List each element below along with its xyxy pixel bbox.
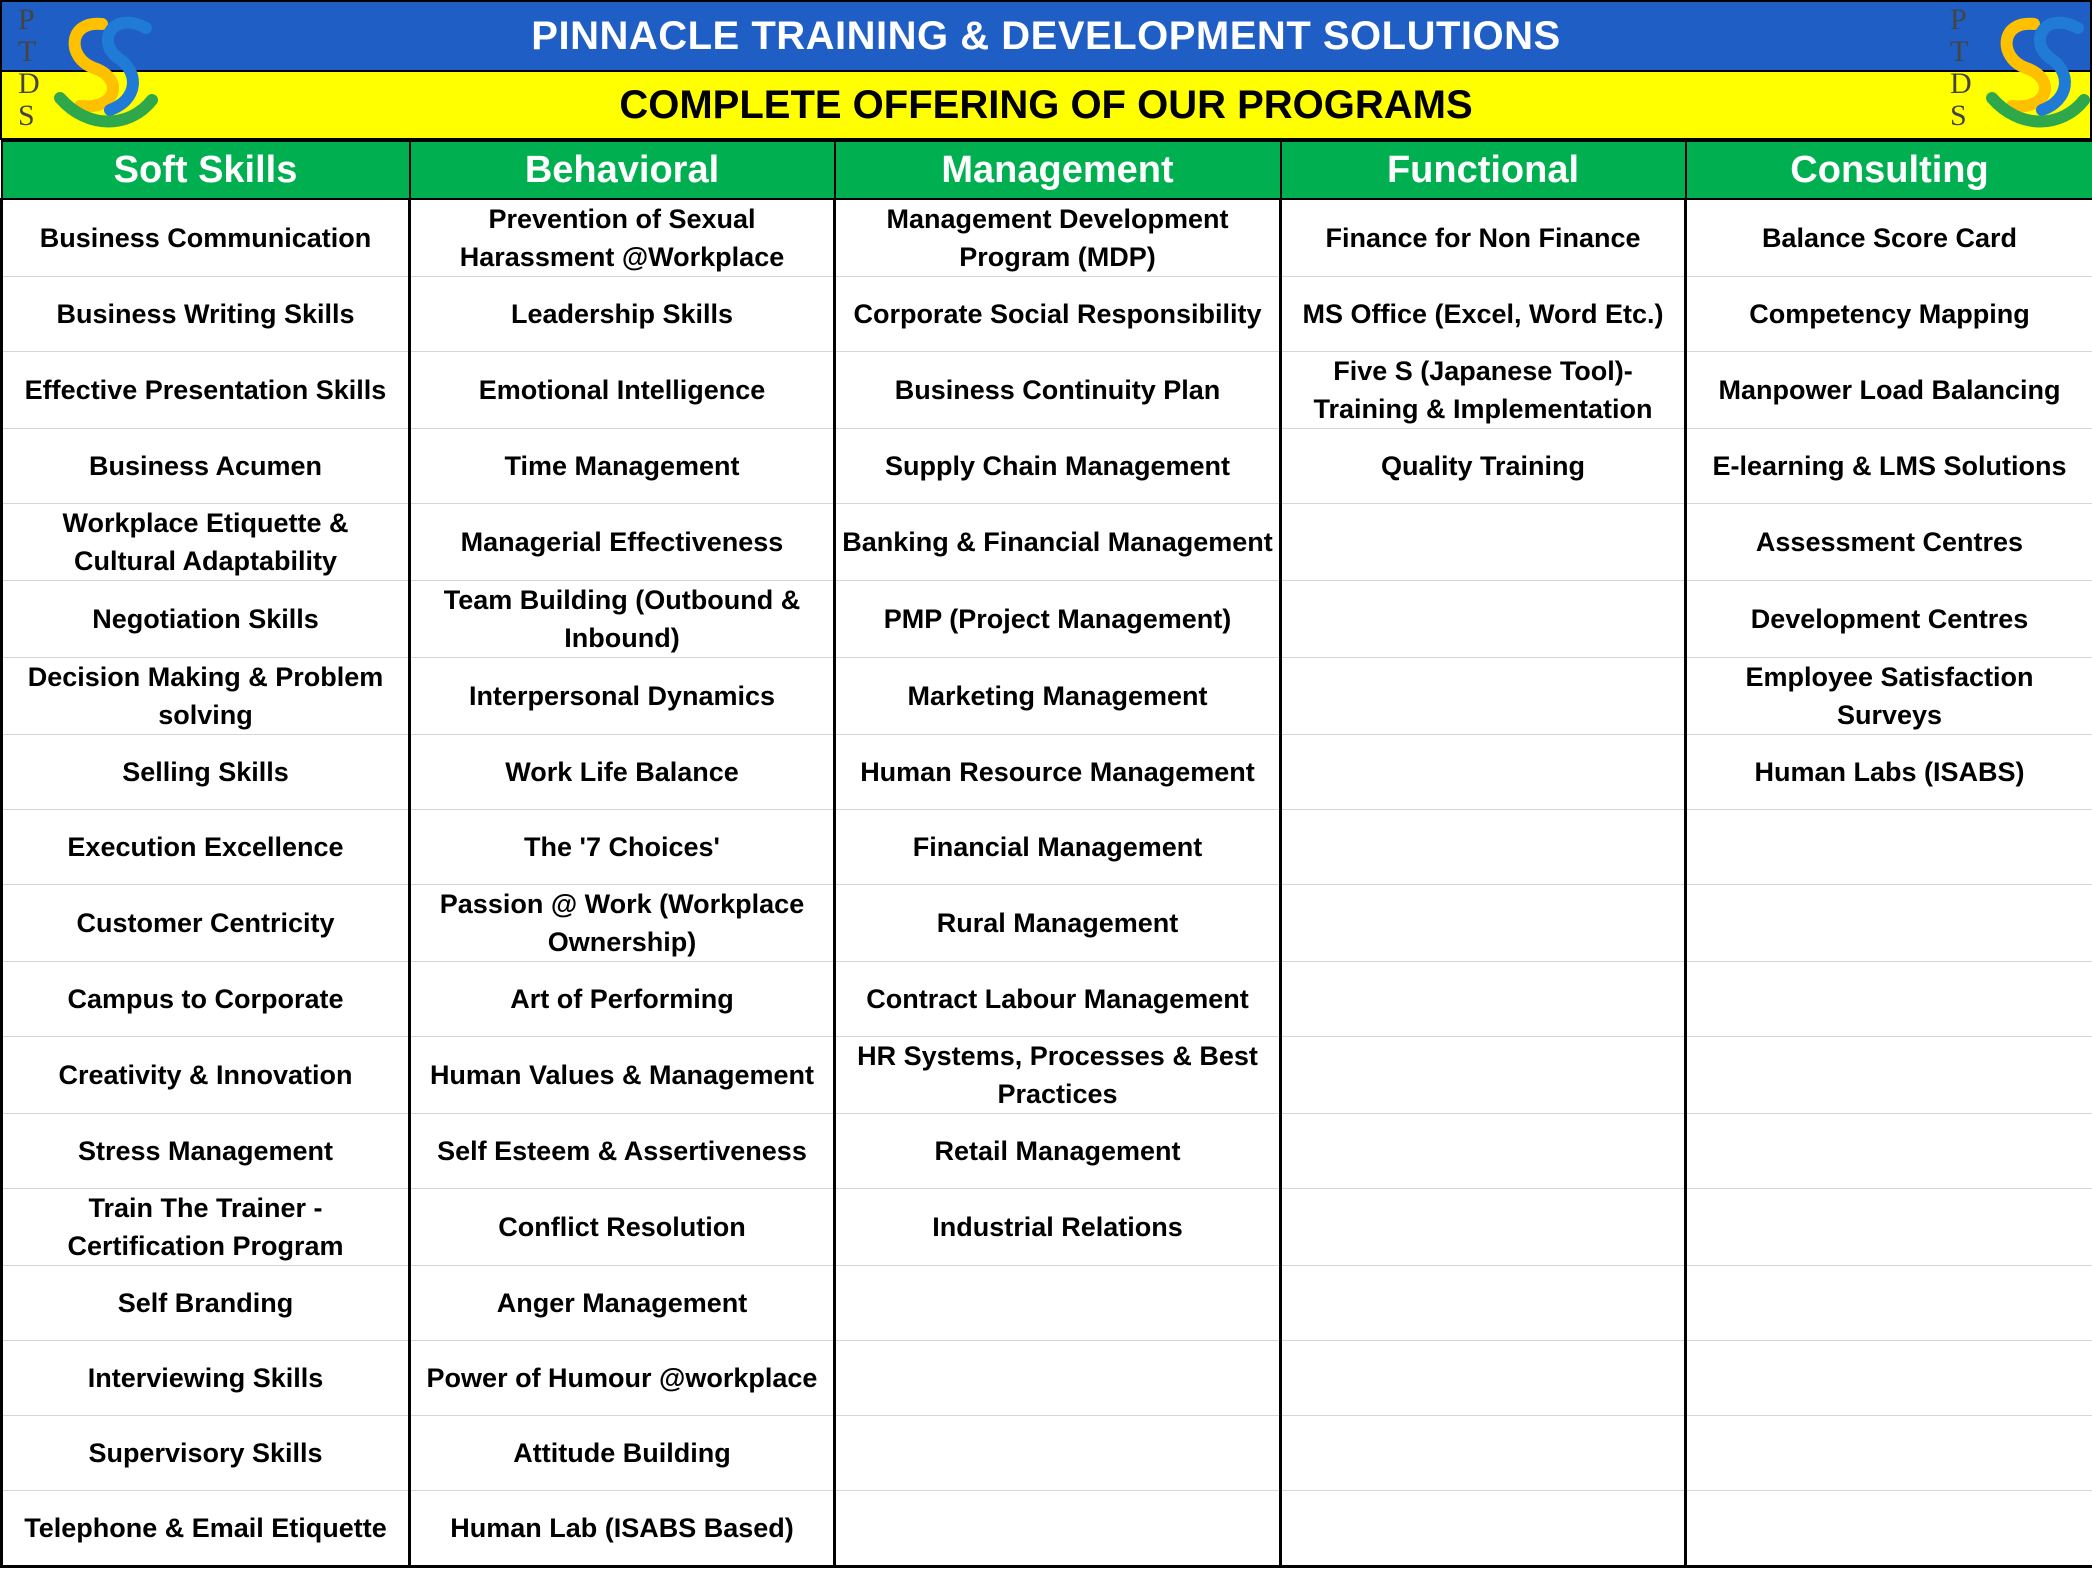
ptds-logo-left xyxy=(0,0,160,138)
cell-soft-skills: Supervisory Skills xyxy=(2,1416,410,1491)
table-row xyxy=(2,1037,2092,1114)
cell-management: Banking & Financial Management xyxy=(835,504,1281,581)
cell-behavioral: Power of Humour @workplace xyxy=(410,1341,835,1416)
header-row xyxy=(2,141,2092,199)
table-row xyxy=(2,1341,2092,1416)
column-header-consulting: Consulting xyxy=(1686,141,2092,199)
table-row xyxy=(2,810,2092,885)
cell-soft-skills: Creativity & Innovation xyxy=(2,1037,410,1114)
cell-consulting: Balance Score Card xyxy=(1686,199,2092,277)
table-row xyxy=(2,429,2092,504)
cell-consulting: E-learning & LMS Solutions xyxy=(1686,429,2092,504)
cell-functional: Quality Training xyxy=(1281,429,1686,504)
table-row xyxy=(2,581,2092,658)
cell-management: Marketing Management xyxy=(835,658,1281,735)
cell-functional xyxy=(1281,1491,1686,1567)
cell-behavioral: Leadership Skills xyxy=(410,277,835,352)
cell-consulting xyxy=(1686,1416,2092,1491)
cell-consulting xyxy=(1686,1189,2092,1266)
cell-functional xyxy=(1281,581,1686,658)
cell-soft-skills: Workplace Etiquette & Cultural Adaptability xyxy=(2,504,410,581)
table-row xyxy=(2,885,2092,962)
cell-functional xyxy=(1281,962,1686,1037)
cell-soft-skills: Campus to Corporate xyxy=(2,962,410,1037)
cell-soft-skills: Effective Presentation Skills xyxy=(2,352,410,429)
table-row xyxy=(2,658,2092,735)
cell-functional xyxy=(1281,810,1686,885)
cell-consulting xyxy=(1686,1266,2092,1341)
logo-letter: P xyxy=(1950,3,1967,36)
cell-functional xyxy=(1281,1416,1686,1491)
cell-consulting xyxy=(1686,810,2092,885)
cell-behavioral: Attitude Building xyxy=(410,1416,835,1491)
column-header-behavioral: Behavioral xyxy=(410,141,835,199)
cell-soft-skills: Decision Making & Problem solving xyxy=(2,658,410,735)
cell-consulting xyxy=(1686,885,2092,962)
table-row xyxy=(2,1114,2092,1189)
cell-consulting: Human Labs (ISABS) xyxy=(1686,735,2092,810)
logo-letter: T xyxy=(18,35,37,68)
table-row xyxy=(2,352,2092,429)
programs-table xyxy=(0,140,2092,1568)
ptds-logo-right xyxy=(1932,0,2092,138)
table-row xyxy=(2,962,2092,1037)
cell-functional xyxy=(1281,1114,1686,1189)
cell-consulting xyxy=(1686,1037,2092,1114)
cell-management: Rural Management xyxy=(835,885,1281,962)
cell-consulting: Employee Satisfaction Surveys xyxy=(1686,658,2092,735)
cell-behavioral: Passion @ Work (Workplace Ownership) xyxy=(410,885,835,962)
cell-consulting xyxy=(1686,962,2092,1037)
cell-soft-skills: Telephone & Email Etiquette xyxy=(2,1491,410,1567)
cell-functional xyxy=(1281,1341,1686,1416)
programs-table-body xyxy=(2,199,2092,1567)
cell-management: PMP (Project Management) xyxy=(835,581,1281,658)
cell-soft-skills: Train The Trainer - Certification Program xyxy=(2,1189,410,1266)
cell-consulting xyxy=(1686,1491,2092,1567)
cell-management xyxy=(835,1416,1281,1491)
cell-management: HR Systems, Processes & Best Practices xyxy=(835,1037,1281,1114)
logo-letter: D xyxy=(18,67,40,100)
cell-soft-skills: Selling Skills xyxy=(2,735,410,810)
cell-soft-skills: Business Writing Skills xyxy=(2,277,410,352)
table-row xyxy=(2,735,2092,810)
cell-soft-skills: Self Branding xyxy=(2,1266,410,1341)
cell-management xyxy=(835,1341,1281,1416)
cell-functional: Five S (Japanese Tool)- Training & Implementation xyxy=(1281,352,1686,429)
cell-consulting: Competency Mapping xyxy=(1686,277,2092,352)
column-header-management: Management xyxy=(835,141,1281,199)
cell-consulting: Development Centres xyxy=(1686,581,2092,658)
logo-letter: T xyxy=(1950,35,1969,68)
cell-management: Corporate Social Responsibility xyxy=(835,277,1281,352)
cell-consulting xyxy=(1686,1114,2092,1189)
cell-soft-skills: Business Communication xyxy=(2,199,410,277)
logo-letter: S xyxy=(18,99,35,132)
table-row xyxy=(2,504,2092,581)
cell-consulting: Assessment Centres xyxy=(1686,504,2092,581)
cell-behavioral: Human Lab (ISABS Based) xyxy=(410,1491,835,1567)
table-row xyxy=(2,199,2092,277)
cell-management: Financial Management xyxy=(835,810,1281,885)
cell-behavioral: The '7 Choices' xyxy=(410,810,835,885)
swirl-logo-icon xyxy=(40,6,160,136)
logo-letter: P xyxy=(18,3,35,36)
cell-behavioral: Human Values & Management xyxy=(410,1037,835,1114)
table-row xyxy=(2,1491,2092,1567)
cell-functional xyxy=(1281,658,1686,735)
table-row xyxy=(2,1416,2092,1491)
table-row xyxy=(2,1266,2092,1341)
cell-functional xyxy=(1281,504,1686,581)
cell-behavioral: Managerial Effectiveness xyxy=(410,504,835,581)
cell-behavioral: Art of Performing xyxy=(410,962,835,1037)
column-header-soft-skills: Soft Skills xyxy=(2,141,410,199)
cell-management: Retail Management xyxy=(835,1114,1281,1189)
table-row xyxy=(2,1189,2092,1266)
cell-behavioral: Emotional Intelligence xyxy=(410,352,835,429)
cell-management xyxy=(835,1491,1281,1567)
column-header-functional: Functional xyxy=(1281,141,1686,199)
cell-functional xyxy=(1281,1037,1686,1114)
cell-functional: Finance for Non Finance xyxy=(1281,199,1686,277)
cell-management: Industrial Relations xyxy=(835,1189,1281,1266)
cell-functional xyxy=(1281,1266,1686,1341)
cell-management: Business Continuity Plan xyxy=(835,352,1281,429)
cell-behavioral: Prevention of Sexual Harassment @Workplace xyxy=(410,199,835,277)
swirl-logo-icon xyxy=(1972,6,2092,136)
cell-behavioral: Anger Management xyxy=(410,1266,835,1341)
cell-functional xyxy=(1281,1189,1686,1266)
title-band xyxy=(0,0,2092,72)
cell-behavioral: Conflict Resolution xyxy=(410,1189,835,1266)
cell-functional: MS Office (Excel, Word Etc.) xyxy=(1281,277,1686,352)
cell-management: Supply Chain Management xyxy=(835,429,1281,504)
page-title: PINNACLE TRAINING & DEVELOPMENT SOLUTIONS xyxy=(531,13,1561,58)
cell-soft-skills: Negotiation Skills xyxy=(2,581,410,658)
cell-behavioral: Self Esteem & Assertiveness xyxy=(410,1114,835,1189)
cell-soft-skills: Execution Excellence xyxy=(2,810,410,885)
cell-soft-skills: Business Acumen xyxy=(2,429,410,504)
cell-management: Management Development Program (MDP) xyxy=(835,199,1281,277)
cell-soft-skills: Customer Centricity xyxy=(2,885,410,962)
cell-management: Human Resource Management xyxy=(835,735,1281,810)
cell-behavioral: Time Management xyxy=(410,429,835,504)
page-subtitle: COMPLETE OFFERING OF OUR PROGRAMS xyxy=(619,82,1473,127)
cell-soft-skills: Stress Management xyxy=(2,1114,410,1189)
cell-functional xyxy=(1281,735,1686,810)
cell-behavioral: Work Life Balance xyxy=(410,735,835,810)
cell-consulting: Manpower Load Balancing xyxy=(1686,352,2092,429)
table-row xyxy=(2,277,2092,352)
logo-letter: S xyxy=(1950,99,1967,132)
cell-behavioral: Interpersonal Dynamics xyxy=(410,658,835,735)
cell-behavioral: Team Building (Outbound & Inbound) xyxy=(410,581,835,658)
logo-letters xyxy=(18,4,40,132)
cell-consulting xyxy=(1686,1341,2092,1416)
logo-letter: D xyxy=(1950,67,1972,100)
cell-functional xyxy=(1281,885,1686,962)
subtitle-band xyxy=(0,72,2092,140)
cell-management: Contract Labour Management xyxy=(835,962,1281,1037)
logo-letters xyxy=(1950,4,1972,132)
cell-soft-skills: Interviewing Skills xyxy=(2,1341,410,1416)
cell-management xyxy=(835,1266,1281,1341)
